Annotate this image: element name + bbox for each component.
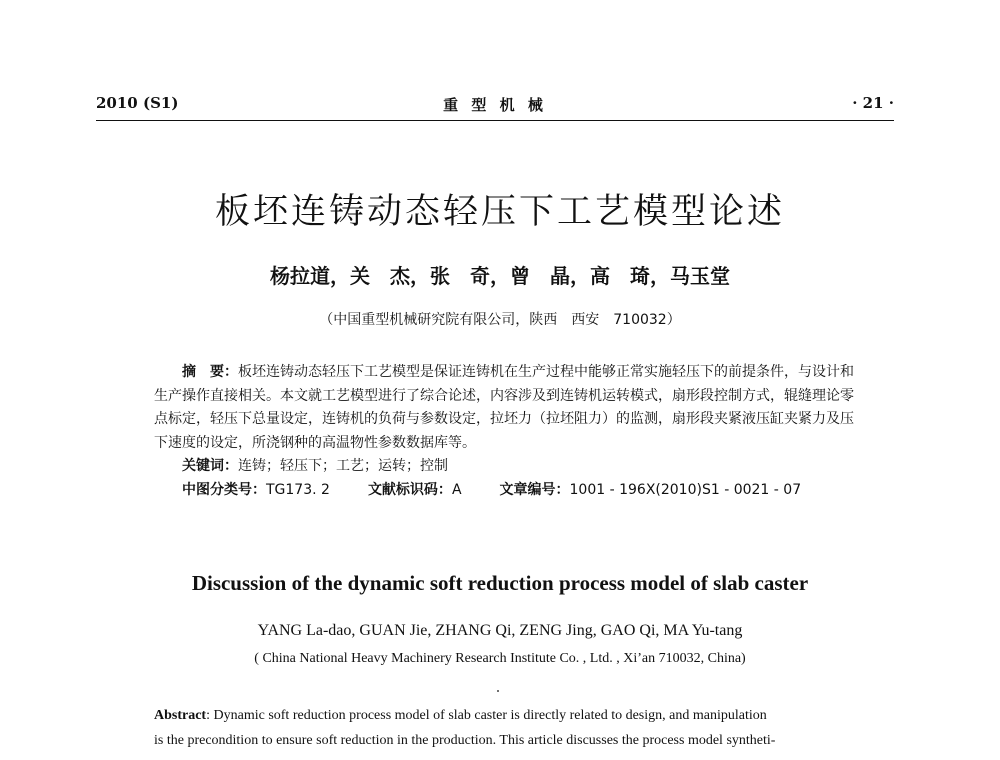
article-no-value: 1001 - 196X(2010)S1 - 0021 - 07 [569, 481, 802, 498]
chinese-title: 板坯连铸动态轻压下工艺模型论述 [214, 192, 785, 232]
doc-code-label: 文献标识码： [367, 481, 452, 498]
english-title: Discussion of the dynamic soft reduction process model of slab caster [191, 571, 809, 595]
chinese-abstract [154, 361, 854, 455]
keywords-text: 连铸；轻压下；工艺；运转；控制 [238, 458, 448, 474]
english-abstract-label: Abstract [154, 708, 207, 723]
english-affiliation: ( China National Heavy Machinery Research Institute Co. , Ltd. , Xi’an 710032, China) [254, 651, 746, 666]
english-abstract-block [154, 703, 854, 753]
keywords-label: 关键词： [182, 458, 238, 474]
chinese-authors: 杨拉道，关 杰，张 奇，曾 晶，高 琦，马玉堂 [270, 264, 730, 288]
chinese-abstract-block [154, 361, 854, 502]
class-label: 中图分类号： [182, 481, 266, 498]
journal-year-issue: 2010 (S1) [96, 94, 179, 112]
chinese-keywords [154, 455, 854, 479]
english-abstract-line-2: is the precondition to ensure soft reduction in the production. This article discusses the process model syntheti- [154, 733, 776, 748]
article-no-label: 文章编号： [499, 481, 570, 498]
running-head [96, 94, 894, 114]
classification-line [154, 479, 854, 503]
english-abstract-line-1 [154, 703, 854, 728]
scan-speck [497, 690, 499, 692]
doc-code-value: A [451, 481, 462, 498]
english-abstract-text-1: : Dynamic soft reduction process model of slab caster is directly related to design, and manipulation [206, 708, 767, 723]
chinese-abstract-text: 板坯连铸动态轻压下工艺模型是保证连铸机在生产过程中能够正常实施轻压下的前提条件，与设计和生产操作直接相关。本文就工艺模型进行了综合论述，内容涉及到连铸机运转模式，扇形段控制方式，辊缝理论零点标定，轻压下总量设定，连铸机的负荷与参数设定，拉坯力（拉坯阻力）的监测，扇形段夹紧液压缸夹紧力及压下速度的设定，所浇钢种的高温物性参数数据库等。 [154, 364, 854, 451]
class-value: TG173. 2 [266, 481, 330, 498]
chinese-affiliation: （中国重型机械研究院有限公司，陕西 西安 710032） [319, 312, 681, 328]
english-authors: YANG La-dao, GUAN Jie, ZHANG Qi, ZENG Jing, GAO Qi, MA Yu-tang [257, 622, 743, 639]
journal-name: 重 型 机 械 [443, 96, 547, 114]
chinese-abstract-label: 摘 要： [182, 364, 238, 380]
header-rule [96, 120, 894, 121]
page-number: · 21 · [852, 94, 894, 112]
